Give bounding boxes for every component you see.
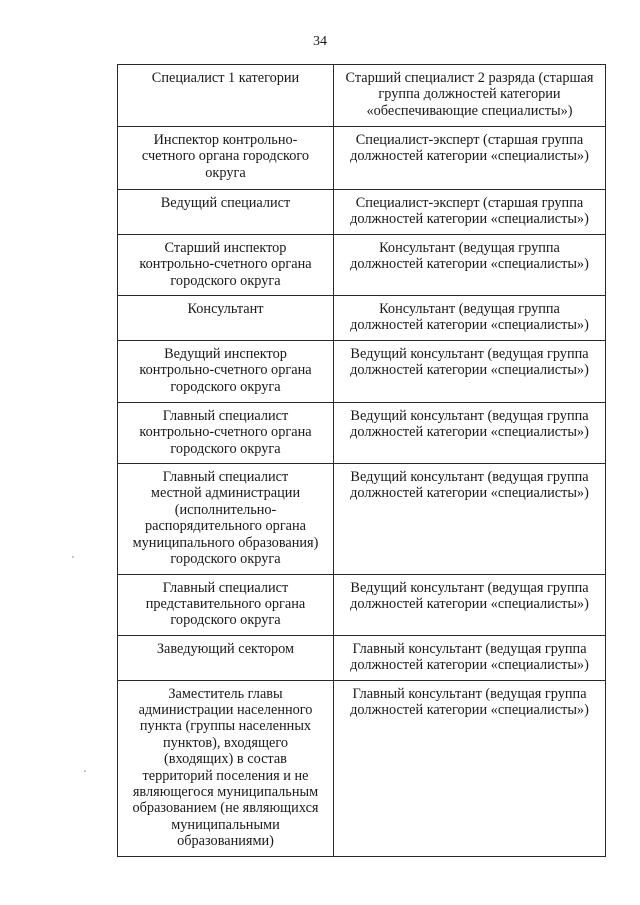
equivalent-text: Специалист-эксперт (старшая группа должностей категории «специалисты») — [350, 195, 589, 228]
equivalent-text: Ведущий консультант (ведущая группа должностей категории «специалисты») — [350, 579, 589, 612]
equivalent-text: Консультант (ведущая группа должностей категории «специалисты») — [350, 239, 589, 273]
table-row — [118, 402, 606, 463]
equivalent-cell — [334, 190, 606, 235]
position-text: Инспектор контрольно- счетного органа городского округа — [141, 132, 310, 181]
table-row — [118, 635, 606, 680]
equivalent-cell — [334, 234, 606, 295]
table-row — [118, 127, 606, 190]
equivalent-cell — [334, 574, 606, 635]
table-row — [118, 65, 606, 127]
position-text: Заведующий сектором — [156, 640, 295, 657]
equivalent-text: Специалист-эксперт (старшая группа должностей категории «специалисты») — [350, 132, 589, 165]
table-row — [118, 680, 606, 856]
equivalent-text: Ведущий консультант (ведущая группа должностей категории «специалисты») — [350, 407, 589, 441]
position-cell — [118, 340, 334, 402]
table-row — [118, 296, 606, 341]
equivalent-text: Ведущий консультант (ведущая группа должностей категории «специалисты») — [350, 469, 589, 502]
page-number: 34 — [313, 34, 327, 49]
scan-speck — [84, 770, 86, 772]
position-text: Консультант — [187, 301, 264, 318]
position-text: Старший инспектор контрольно-счетного органа городского округа — [139, 239, 312, 289]
position-text: Ведущий инспектор контрольно-счетного органа городского округа — [139, 345, 312, 395]
position-cell — [118, 127, 334, 190]
position-text: Ведущий специалист — [160, 195, 291, 211]
table-row — [118, 190, 606, 235]
table-row — [118, 574, 606, 635]
position-cell — [118, 574, 334, 635]
position-text: Главный специалист контрольно-счетного органа городского округа — [139, 407, 312, 457]
equivalent-text: Консультант (ведущая группа должностей категории «специалисты») — [350, 301, 589, 334]
table-row — [118, 234, 606, 295]
scan-speck — [72, 556, 74, 558]
equivalent-text: Главный консультант (ведущая группа должностей категории «специалисты») — [350, 685, 589, 718]
position-cell — [118, 464, 334, 574]
position-cell — [118, 402, 334, 463]
equivalent-cell — [334, 340, 606, 402]
position-cell — [118, 680, 334, 856]
position-text: Заместитель главы администрации населенного пункта (группы населенных пунктов), входящего (входящих) в состав территорий поселения и не являющегося муниципальным образованием (не являющихся муниципальными образованиями) — [132, 685, 319, 850]
table-row — [118, 464, 606, 574]
position-cell — [118, 234, 334, 295]
equivalent-cell — [334, 402, 606, 463]
position-text: Специалист 1 категории — [151, 70, 300, 86]
equivalent-cell — [334, 680, 606, 856]
equivalent-text: Главный консультант (ведущая группа должностей категории «специалисты») — [350, 640, 589, 674]
equivalent-cell — [334, 464, 606, 574]
position-cell — [118, 190, 334, 235]
equivalent-cell — [334, 296, 606, 341]
position-text: Главный специалист представительного органа городского округа — [145, 579, 306, 629]
table-row — [118, 340, 606, 402]
position-cell — [118, 296, 334, 341]
position-text: Главный специалист местной администрации (исполнительно- распорядительного органа муниципального образования) городского округа — [132, 469, 319, 568]
equivalent-text: Старший специалист 2 разряда (старшая группа должностей категории «обеспечивающие специалисты») — [345, 70, 594, 119]
position-cell — [118, 635, 334, 680]
equivalent-text: Ведущий консультант (ведущая группа должностей категории «специалисты») — [350, 345, 589, 379]
equivalent-cell — [334, 65, 606, 127]
equivalent-cell — [334, 635, 606, 680]
equivalent-cell — [334, 127, 606, 190]
positions-table — [117, 64, 606, 857]
position-cell — [118, 65, 334, 127]
